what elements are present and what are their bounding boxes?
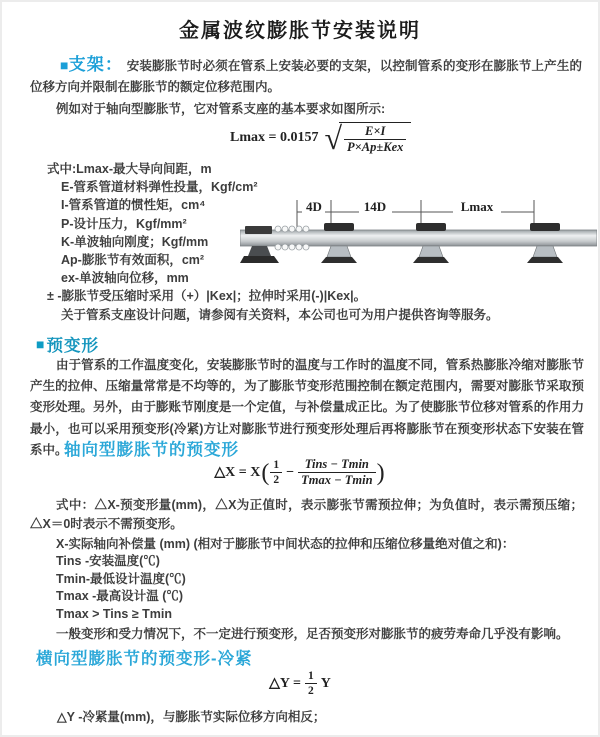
half-numerator: 1 bbox=[270, 459, 282, 473]
section-support bbox=[30, 54, 582, 120]
minus-sign: − bbox=[286, 464, 295, 480]
definitions-intro: 式中:Lmax-最大导向间距，m bbox=[47, 162, 212, 176]
support-example-text: 例如对于轴向型膨胀节，它对管系支座的基本要求如图所示: bbox=[56, 102, 386, 116]
t-definition: Tmax > Tins ≥ Tmin bbox=[56, 606, 173, 621]
t-definition: Tmax -最高设计温 (℃) bbox=[56, 589, 184, 604]
formula-axial-lhs: △X = X bbox=[214, 465, 261, 481]
axial-note: 一般变形和受力情况下，不一定进行预变形，足否预变形对膨胀节的疲劳寿命几乎没有影响。 bbox=[56, 627, 569, 642]
service-note: 关于管系支座设计问题，请参阅有关资料，本公司也可为用户提供咨询等服务。 bbox=[61, 307, 499, 322]
t-numerator: Tins − Tmin bbox=[298, 458, 375, 473]
one-half-fraction bbox=[270, 459, 282, 486]
half-denominator: 2 bbox=[307, 685, 314, 698]
page-title: 金属波纹膨胀节安装说明 bbox=[179, 20, 421, 42]
lateral-heading: 横向型膨胀节的预变形-冷紧 bbox=[36, 650, 253, 668]
formula-lmax-lhs: Lmax = 0.0157 bbox=[230, 130, 319, 146]
temperature-fraction bbox=[298, 458, 375, 487]
t-definition: Tins -安装温度(℃) bbox=[56, 554, 160, 568]
definition-item: Ap-膨胀节有效面积，cm² bbox=[61, 253, 205, 268]
temperature-definitions bbox=[56, 553, 583, 623]
definition-item: E-管系管道材料弹性投量，Kgf/cm² bbox=[61, 180, 258, 195]
formula-lmax-numerator: E×I bbox=[344, 125, 406, 140]
t-denominator: Tmax − Tmin bbox=[301, 473, 373, 488]
axial-x-definition: X-实际轴向补偿量 (mm) (相对于膨胀节中间状态的拉伸和压缩位移量绝对值之和)： bbox=[56, 537, 515, 551]
definition-item: P-设计压力，Kgf/mm² bbox=[61, 216, 187, 231]
open-paren: ( bbox=[261, 459, 270, 486]
lateral-explanation: △Y -冷紧量(mm)，与膨胀节实际位移方向相反； bbox=[57, 710, 326, 724]
axial-explanation bbox=[30, 496, 583, 645]
half-numerator: 1 bbox=[305, 670, 317, 684]
formula-lmax-denominator: P×Ap±Kex bbox=[347, 140, 404, 155]
formula-lateral-rhs: Y bbox=[320, 675, 331, 691]
section-predeform-heading bbox=[36, 332, 99, 356]
formula-lmax-radicand bbox=[339, 122, 411, 154]
formula-lateral bbox=[2, 670, 598, 697]
support-paragraph bbox=[30, 54, 582, 98]
close-paren: ) bbox=[376, 459, 385, 486]
axial-explain-text: 式中：△X-预变形量(mm)，△X为正值时，表示膨张节需预拉伸；为负值时，表示需预压缩；△X＝0时表示不需预变形。 bbox=[30, 498, 583, 531]
dimension-label-14d: 14D bbox=[363, 199, 387, 214]
plus-minus-note: ± -膨胀节受压缩时采用（+）|Kex|；拉伸时采用(-)|Kex|。 bbox=[47, 289, 367, 304]
sqrt-icon: √ bbox=[324, 120, 343, 157]
half-denominator: 2 bbox=[273, 474, 280, 487]
support-heading: 支架： bbox=[68, 55, 124, 74]
t-definition: Tmin-最低设计温度(℃) bbox=[56, 571, 186, 586]
support-intro-text: 安装膨胀节时必须在管系上安装必要的支架，以控制管系的变形在膨胀节上产生的位移方向并限制在膨胀节的额定位移范围内。 bbox=[30, 59, 582, 94]
definition-item: I-管系管道的惯性矩，cm⁴ bbox=[61, 198, 206, 213]
pipe bbox=[240, 230, 597, 246]
definition-item: ex-单波轴向位移，mm bbox=[61, 271, 189, 286]
section-square-icon: ■ bbox=[36, 336, 45, 352]
section-square-icon: ■ bbox=[60, 57, 69, 73]
formula-axial bbox=[2, 458, 598, 487]
one-half-fraction bbox=[305, 670, 317, 697]
predeform-paragraph: 由于管系的工作温度变化，安装膨胀节时的温度与工作时的温度不同，管系热膨胀冷缩对膨胀节产生的拉伸、压缩量常常是不均等的，为了膨胀节变形范围控制在额定范围内，需要对膨胀节采取预变形处理。另外，由于膨账节刚度是一个定值，与补偿量成正比。为了使膨胀节位移对管系的作用力最小，也可以采用预变形(冷紧)方让对膨胀节进行预变形处理后再将膨胀节在预变形状态下安装在管系中。 bbox=[30, 358, 584, 457]
pipe-support-diagram bbox=[240, 192, 597, 292]
formula-lmax bbox=[230, 120, 411, 157]
axial-heading: 轴向型膨胀节的预变形 bbox=[64, 441, 239, 459]
dimension-label-lmax: Lmax bbox=[460, 199, 494, 214]
dimension-label-4d: 4D bbox=[306, 199, 322, 214]
predeform-heading-text: 预变形 bbox=[46, 337, 99, 355]
definition-item: K-单波轴向刚度；Kgf/mm bbox=[61, 234, 209, 249]
formula-lmax-fraction bbox=[344, 125, 406, 154]
formula-lateral-lhs: △Y = bbox=[269, 676, 301, 692]
